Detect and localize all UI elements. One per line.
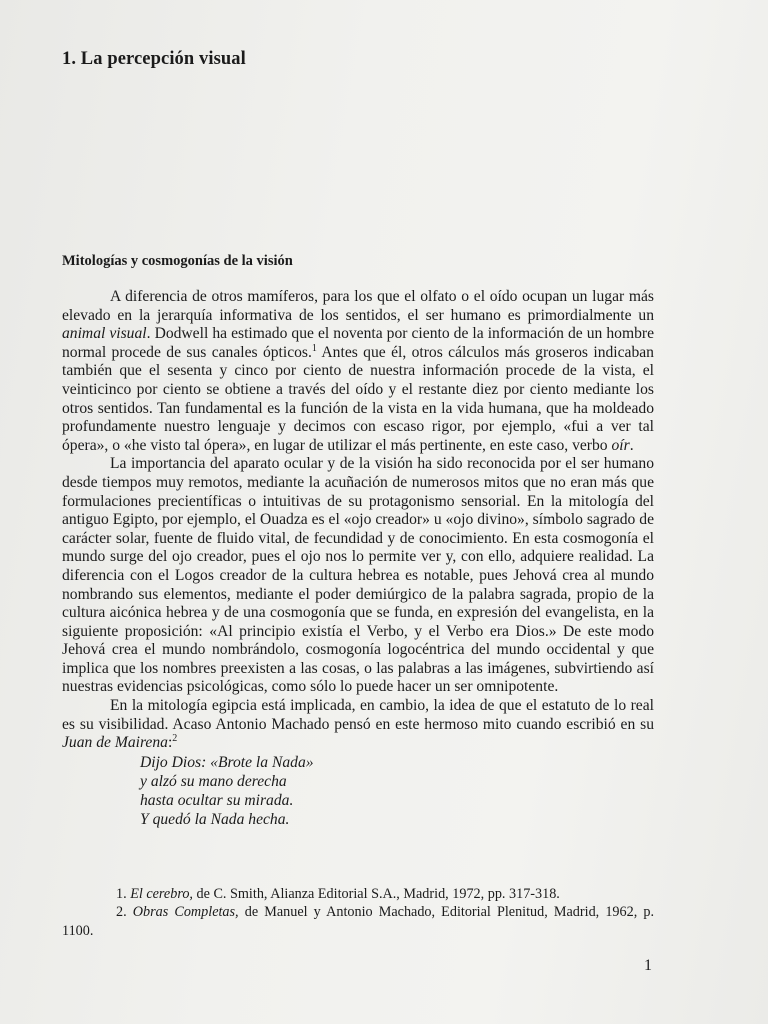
footnotes	[62, 885, 654, 940]
paragraph-1	[62, 288, 654, 455]
body-text	[62, 288, 654, 829]
footnote-2	[62, 903, 654, 940]
paragraph-1-text-b: . Dodwell ha estimado que el noventa por ciento de la información de un hombre normal procede de sus canales ópticos.	[62, 325, 655, 361]
paragraph-3-emphasis-a: Juan de Mairena	[62, 734, 168, 752]
footnote-text: de C. Smith, Alianza Editorial S.A., Madrid, 1972, pp. 317-318.	[192, 886, 560, 902]
footnote-ref-1: 1	[311, 342, 317, 354]
paragraph-3-text-b: :	[167, 734, 173, 752]
footnote-1	[62, 885, 654, 903]
paragraph-2: La importancia del aparato ocular y de la visión ha sido reconocida por el ser humano desde tiempos muy remotos, mediante la acuñación de numerosos mitos que no eran más que formulaciones precientíficas o intuitivas de su protagonismo sensorial. En la mitología del antiguo Egipto, por ejemplo, el Ouadza es el «ojo creador» u «ojo divino», símbolo sagrado de carácter solar, fuente de fluido vital, de fecundidad y de conocimiento. En esta cosmogonía el mundo surge del ojo creador, pues el ojo nos lo permite ver y, con ello, adquiere realidad. La diferencia con el Logos creador de la cultura hebrea es notable, pues Jehová crea al mundo nombrando sus elementos, mediante el poder demiúrgico de la palabra sagrada, propio de la cultura aicónica hebrea y de una cosmogonía que se funda, en expresión del evangelista, en la siguiente proposición: «Al principio existía el Verbo, y el Verbo era Dios.» De este modo Jehová crea el mundo nombrándolo, cosmogonía logocéntrica del mundo occidental y que implica que los nombres preexisten a las cosas, o las palabras a las imágenes, subvirtiendo así nuestras evidencias psicológicas, como sólo lo puede hacer un ser omnipotente.	[62, 455, 654, 696]
poem-line: Dijo Dios: «Brote la Nada»	[140, 753, 314, 771]
paragraph-1-text-c: Antes que él, otros cálculos más groseros indicaban también que el sesenta y cinco por ciento de nuestra información procede de la vista, el veinticinco por ciento se obtiene a través del oído y el restante diez por ciento mediante los otros sentidos. Tan fundamental es la función de la vista en la vida humana, que ha moldeado profundamente nuestro lenguaje y decimos con escaso rigor, por ejemplo, «fui a ver tal ópera», o «he visto tal ópera», en lugar de utilizar el más pertinente, en este caso, verbo	[62, 343, 654, 454]
poem	[140, 753, 654, 829]
paragraph-3-text-a: En la mitología egipcia está implicada, en cambio, la idea de que el estatuto de lo real es su visibilidad. Acaso Antonio Machado pensó en este hermoso mito cuando escribió en su	[62, 697, 654, 733]
paragraph-1-emphasis-c: oír	[611, 436, 630, 454]
poem-line: Y quedó la Nada hecha.	[140, 810, 290, 828]
footnote-text: de Manuel y Antonio Machado, Editorial Plenitud, Madrid, 1962, p. 1100.	[62, 904, 655, 939]
chapter-title: 1. La percepción visual	[62, 49, 246, 69]
poem-line: hasta ocultar su mirada.	[140, 791, 294, 809]
footnote-title: Obras Completas,	[132, 904, 239, 921]
section-heading: Mitologías y cosmogonías de la visión	[62, 253, 293, 269]
poem-line: y alzó su mano derecha	[140, 772, 287, 790]
footnote-number: 1.	[116, 886, 127, 902]
footnote-ref-2: 2	[172, 733, 178, 745]
page-number: 1	[644, 957, 652, 974]
paragraph-1-text-a: A diferencia de otros mamíferos, para los que el olfato o el oído ocupan un lugar más elevado en la jerarquía informativa de los sentidos, el ser humano es primordialmente un	[62, 288, 654, 324]
paragraph-1-text-d: .	[629, 436, 634, 454]
paragraph-3	[62, 697, 654, 753]
footnote-number: 2.	[116, 904, 127, 921]
paragraph-1-emphasis-a: animal visual	[62, 325, 147, 343]
footnote-title: El cerebro,	[130, 886, 193, 902]
